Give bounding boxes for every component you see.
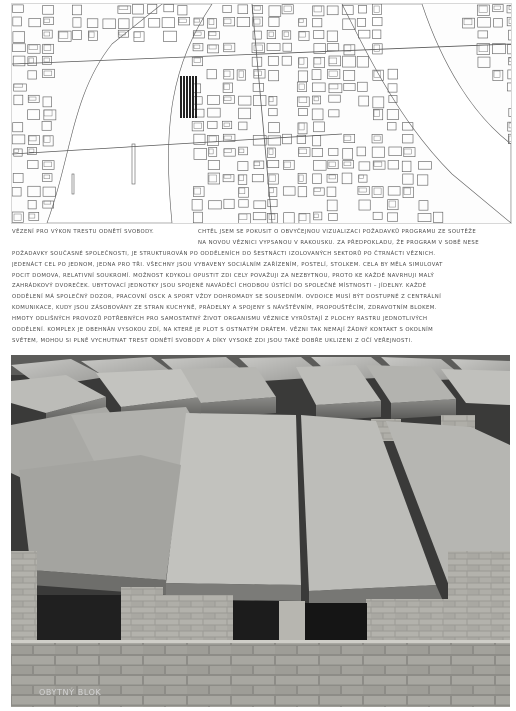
render-caption: OBYTNÝ BLOK bbox=[39, 688, 102, 697]
description-line: ODDĚLENÍ. KOMPLEX JE OBEHNÁN VYSOKOU ZDÍ, NA KTERÉ JE PLOT S OSTNATÝM DRÁTEM. VĚZNI TAK NEMAJÍ ŽÁDNÝ KONTAKT S OKOLNÍM bbox=[12, 327, 434, 334]
description-line: JEDENÁCT CEL PO JEDNOM, JEDNA PRO TŘI. VŠECHNY JSOU VYBAVENY SOCIÁLNÍM ZAŘÍZENÍM, POSTELÍ, STOLKEM. CELA BY MĚLA SIMULOVAT bbox=[12, 261, 443, 268]
description-line: NA NOVOU VĚZNICI VYPSANOU V RAKOUSKU. ZA PŘEDPOKLADU, ŽE PROGRAM V SOBĚ NESE bbox=[198, 239, 479, 246]
description-line bbox=[12, 227, 510, 238]
site-plan-map bbox=[11, 3, 512, 224]
description-heading: VĚZENÍ PRO VÝKON TRESTU ODNĚTÍ SVOBODY. bbox=[12, 229, 155, 235]
concrete-blocks-rendering bbox=[11, 355, 510, 707]
description-line: ZAHRÁDKOVÝ DVOREČEK. UBYTOVACÍ JEDNOTKY JSOU SPOJENÉ NAVÁDĚCÍ CHODBOU ÚSTÍCÍ DO SPOLEČNÉ MÍSTNOSTI – JÍDELNY. KAŽDÉ bbox=[12, 283, 427, 290]
description-line: ODDĚLENÍ MÁ SPOLEČNÝ DOZOR, PRACOVNÍ OSCK A SPORT VŽDY DOHROMADY SE SOUSEDNÍM. OVDOICE MUSÍ BÝT DOSTUPNÉ Z CENTRÁLNÍ bbox=[12, 294, 442, 301]
project-description bbox=[12, 227, 510, 353]
description-line: SVĚTEM, MOHOU SI PLNĚ VYCHUTNAT TREST ODNĚTÍ SVOBODY A DÍKY VYSOKÉ ZDI JSOU TAKÉ DOBŘE UKLIZENI Z OČÍ VEŘEJNOSTI. bbox=[12, 337, 413, 344]
description-line: POCIT DOMOVA, RELATIVNÍ SOUKROMÍ. MOŽNOST KDYKOLI OPUSTIT ZDI CELY POVAŽUJI ZA NEZBYTNOU, PROTO KE KAŽDÉ NAVRHUJI MALÝ bbox=[12, 272, 435, 279]
description-line: KOMUNIKACE, KUDY JSOU ZÁSOBOVÁNY ZE STRAN KUCHYNĚ, PRÁDELNY A SPOJENY S NÁVŠTĚVNÍM, PROPOUŠTĚCÍM, ZDRAVOTNÍM BLOKEM. bbox=[12, 305, 437, 312]
site-plan-drawing bbox=[12, 4, 511, 223]
description-line-text: CHTĚL JSEM SE POKUSIT O OBVYČEJNOU VIZUALIZACI POŽADAVKŮ PROGRAMU ZE SOUTĚŽE bbox=[198, 229, 477, 235]
housing-block-render bbox=[11, 355, 510, 707]
description-line: HMOTY ODLIŠNÝCH PROVOZŮ POTŘEBNÝCH PRO SAMOSTATNÝ ŽIVOT ORGANISMU VĚZNICE VYRŮSTAJÍ Z PLOCHY RASTRU JEDNOTLIVÝCH bbox=[12, 316, 428, 323]
description-line: POŽADAVKY SOUČASNÉ SPOLEČNOSTI, JE STRUKTUROVÁN PO ODDĚLENÍCH DO ŠESTNÁCTI IZOLOVANÝCH SEKTORŮ PO ČTRNÁCTI VĚZNICH. bbox=[12, 250, 436, 257]
